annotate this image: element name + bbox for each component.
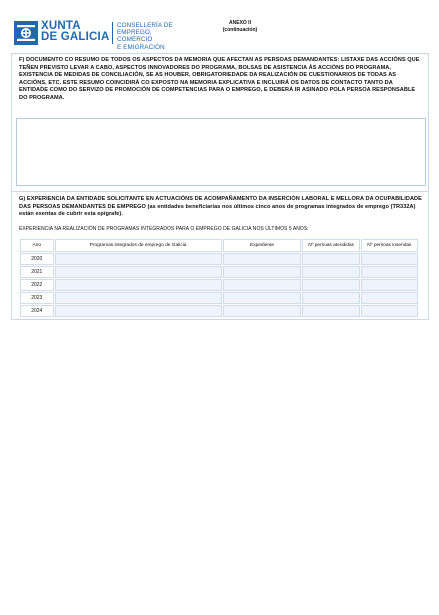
table-row [20,266,418,278]
attended-input[interactable] [302,266,359,278]
inserted-input[interactable] [361,266,418,278]
attended-input[interactable] [302,279,359,291]
logo-line-2: DE GALICIA [41,31,110,43]
programs-input[interactable] [55,292,222,304]
xunta-logo [14,20,174,51]
dept-line-2: EMPREGO, COMERCIO [117,29,153,44]
file-input[interactable] [223,266,302,278]
section-g-instructions: G) EXPERIENCIA DA ENTIDADE SOLICITANTE EN ACTUACIÓNS DE ACOMPAÑAMENTO DA INSERCIÓN LABORAL E MELLORA DA OCUPABILIDADE DAS PERSOAS DEMANDANTES DE EMPREGO (as entidades beneficiarias nos últimos cinco anos de programas integrados de emprego (TR332A) están exentas de cubrir esta epígrafe). [19,196,422,218]
file-input[interactable] [223,292,302,304]
file-input[interactable] [223,253,302,265]
table-row [20,292,418,304]
programs-input[interactable] [55,305,222,317]
section-f-instructions: F) DOCUMENTO CO RESUMO DE TODOS OS ASPECTOS DA MEMORIA QUE AFECTAN AS PERSOAS DEMANDANTES: LISTAXE DAS ACCIÓNS QUE TEÑEN PREVISTO LEVAR A CABO, ASPECTOS INNOVADORES DO PROGRAMA, BOLSAS DE ASISTENCIA ÁS ACCIÓNS DO PROGRAMA, EXISTENCIA DE MEDIDAS DE CONCILIACIÓN, SE AS HOUBER, OBRIGATORIEDADE DA REALIZACIÓN DE CUESTIONARIOS DE TODAS AS ACCIÓNS, ETC. ESTE RESUMO COINCIDIRÁ CO EXPOSTO NA MEMORIA EXPLICATIVA E INCLUIRÁ OS DATOS DE CONTACTO TANTO DA ENTIDADE COMO DO SERVIZO DE PROMOCIÓN DE COMPETENCIAS PARA O EMPREGO, E DEBERÁ IR ASINADO POLA PERSOA RESPONSABLE DO PROGRAMA. [19,57,420,101]
col-header-inserted: Nº persoas inseridas [361,239,418,252]
inserted-input[interactable] [361,292,418,304]
programs-input[interactable] [55,279,222,291]
section-f [11,53,429,192]
logo-divider [112,22,113,44]
department-name [117,22,174,51]
annex-subtitle: (continuación) [222,27,258,33]
col-header-attended: Nº persoas atendidas [302,239,359,252]
annex-title: ANEXO II [229,20,251,26]
dept-line-1: CONSELLERÍA DE [117,22,173,29]
col-header-year: Ano [20,239,54,252]
attended-input[interactable] [302,292,359,304]
year-cell: 2023 [20,292,54,304]
experience-table [19,238,419,318]
logo-wordmark [41,21,109,43]
year-cell: 2022 [20,279,54,291]
table-row [20,305,418,317]
logo-line-1: XUNTA [41,20,81,32]
inserted-input[interactable] [361,253,418,265]
table-row [20,253,418,265]
inserted-input[interactable] [361,279,418,291]
section-f-answer-field[interactable] [16,118,426,186]
programs-input[interactable] [55,266,222,278]
experience-table-title: EXPERIENCIA NA REALIZACIÓN DE PROGRAMAS INTEGRADOS PARA O EMPREGO DE GALICIA NOS ÚLTIMOS 5 ANOS: [19,226,309,232]
inserted-input[interactable] [361,305,418,317]
dept-line-3: E EMIGRACIÓN [117,43,165,51]
galicia-emblem-icon [14,21,38,45]
col-header-programs: Programas integrados de emprego de Galicia [55,239,222,252]
file-input[interactable] [223,305,302,317]
year-cell: 2024 [20,305,54,317]
section-g [11,191,429,320]
attended-input[interactable] [302,253,359,265]
annex-heading [200,20,280,34]
table-header-row [20,239,418,252]
col-header-file: Expediente [223,239,302,252]
programs-input[interactable] [55,253,222,265]
attended-input[interactable] [302,305,359,317]
year-cell: 2020 [20,253,54,265]
table-row [20,279,418,291]
year-cell: 2021 [20,266,54,278]
file-input[interactable] [223,279,302,291]
